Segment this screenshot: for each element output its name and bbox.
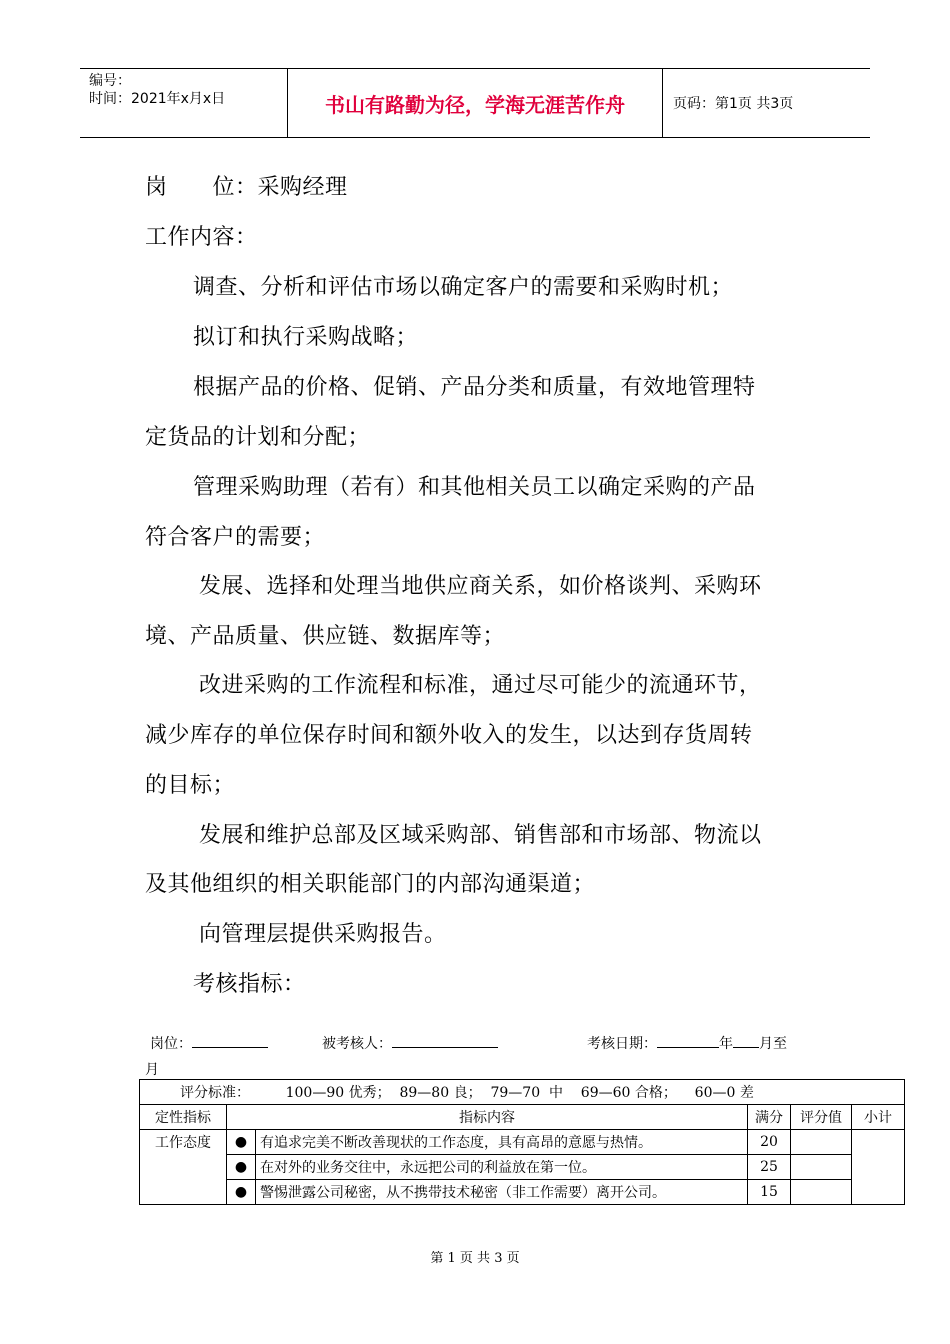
table-row bbox=[140, 1155, 905, 1180]
assessment-table bbox=[139, 1079, 905, 1205]
post-label: 岗 bbox=[145, 175, 168, 200]
form-date-field bbox=[587, 1033, 787, 1053]
table-row bbox=[140, 1180, 905, 1205]
form-assessee-blank bbox=[392, 1033, 498, 1048]
full-score: 20 bbox=[748, 1130, 791, 1155]
form-year-label: 年 bbox=[719, 1036, 733, 1052]
col-header-rating: 评分值 bbox=[791, 1105, 852, 1130]
doc-number-label: 编号： bbox=[89, 73, 131, 89]
paragraph-line: 的目标； bbox=[145, 773, 236, 798]
header-motto: 书山有路勤为径，学海无涯苦作舟 bbox=[288, 69, 663, 137]
criterion-content: 有追求完美不断改善现状的工作态度，具有高昂的意愿与热情。 bbox=[256, 1130, 748, 1155]
bullet: ● bbox=[227, 1130, 256, 1155]
bullet: ● bbox=[227, 1180, 256, 1205]
form-month-blank bbox=[733, 1033, 759, 1048]
header-row bbox=[140, 1105, 905, 1130]
doc-time: 时间：2021年x月x日 bbox=[89, 91, 226, 107]
scoring-standard: 评分标准： 100—90 优秀； 89—80 良； 79—70 中 69—60 合格； 60—0 差 bbox=[140, 1080, 905, 1105]
category-cell: 工作态度 bbox=[140, 1130, 227, 1205]
full-score: 15 bbox=[748, 1180, 791, 1205]
paragraph-line: 向管理层提供采购报告。 bbox=[199, 922, 447, 947]
rating-cell[interactable] bbox=[791, 1155, 852, 1180]
form-year-blank bbox=[657, 1033, 719, 1048]
rating-cell[interactable] bbox=[791, 1130, 852, 1155]
paragraph-line: 调查、分析和评估市场以确定客户的需要和采购时机； bbox=[193, 275, 734, 300]
paragraph-line: 定货品的计划和分配； bbox=[145, 425, 371, 450]
col-header-content: 指标内容 bbox=[227, 1105, 748, 1130]
paragraph-line: 根据产品的价格、促销、产品分类和质量，有效地管理特 bbox=[193, 375, 756, 400]
paragraph-line: 管理采购助理（若有）和其他相关员工以确定采购的产品 bbox=[193, 475, 756, 500]
post-line bbox=[145, 170, 348, 201]
header-meta bbox=[80, 69, 288, 137]
subtotal-cell[interactable] bbox=[852, 1130, 905, 1205]
form-assessee-label: 被考核人： bbox=[322, 1036, 392, 1052]
form-assessee-field bbox=[322, 1033, 498, 1053]
work-content-title: 工作内容： bbox=[145, 225, 258, 250]
full-score: 25 bbox=[748, 1155, 791, 1180]
form-post-field bbox=[150, 1033, 268, 1053]
col-header-subtotal: 小计 bbox=[852, 1105, 905, 1130]
col-header-category: 定性指标 bbox=[140, 1105, 227, 1130]
form-date-label: 考核日期： bbox=[587, 1036, 657, 1052]
paragraph-line: 发展、选择和处理当地供应商关系，如价格谈判、采购环 bbox=[199, 574, 762, 599]
paragraph-line: 境、产品质量、供应链、数据库等； bbox=[145, 624, 506, 649]
paragraph-line: 改进采购的工作流程和标准，通过尽可能少的流通环节， bbox=[199, 673, 762, 698]
paragraph-line: 符合客户的需要； bbox=[145, 525, 326, 550]
criterion-content: 在对外的业务交往中，永远把公司的利益放在第一位。 bbox=[256, 1155, 748, 1180]
form-month-label: 月 bbox=[145, 1062, 159, 1078]
form-post-blank bbox=[192, 1033, 268, 1048]
criterion-content: 警惕泄露公司秘密，从不携带技术秘密（非工作需要）离开公司。 bbox=[256, 1180, 748, 1205]
rating-cell[interactable] bbox=[791, 1180, 852, 1205]
page-footer: 第 1 页 共 3 页 bbox=[430, 1251, 520, 1266]
post-value: 位：采购经理 bbox=[212, 175, 348, 200]
page-header bbox=[80, 68, 870, 138]
kpi-title: 考核指标： bbox=[193, 972, 306, 997]
paragraph-line: 拟订和执行采购战略； bbox=[193, 325, 419, 350]
form-post-label: 岗位： bbox=[150, 1036, 192, 1052]
col-header-full-score: 满分 bbox=[748, 1105, 791, 1130]
table-row bbox=[140, 1130, 905, 1155]
bullet: ● bbox=[227, 1155, 256, 1180]
paragraph-line: 发展和维护总部及区域采购部、销售部和市场部、物流以 bbox=[199, 823, 762, 848]
paragraph-line: 减少库存的单位保存时间和额外收入的发生，以达到存货周转 bbox=[145, 723, 753, 748]
paragraph-line: 及其他组织的相关职能部门的内部沟通渠道； bbox=[145, 872, 596, 897]
form-month-to-label: 月至 bbox=[759, 1036, 787, 1052]
header-page-info: 页码：第1页 共3页 bbox=[673, 96, 794, 112]
standard-row bbox=[140, 1080, 905, 1105]
